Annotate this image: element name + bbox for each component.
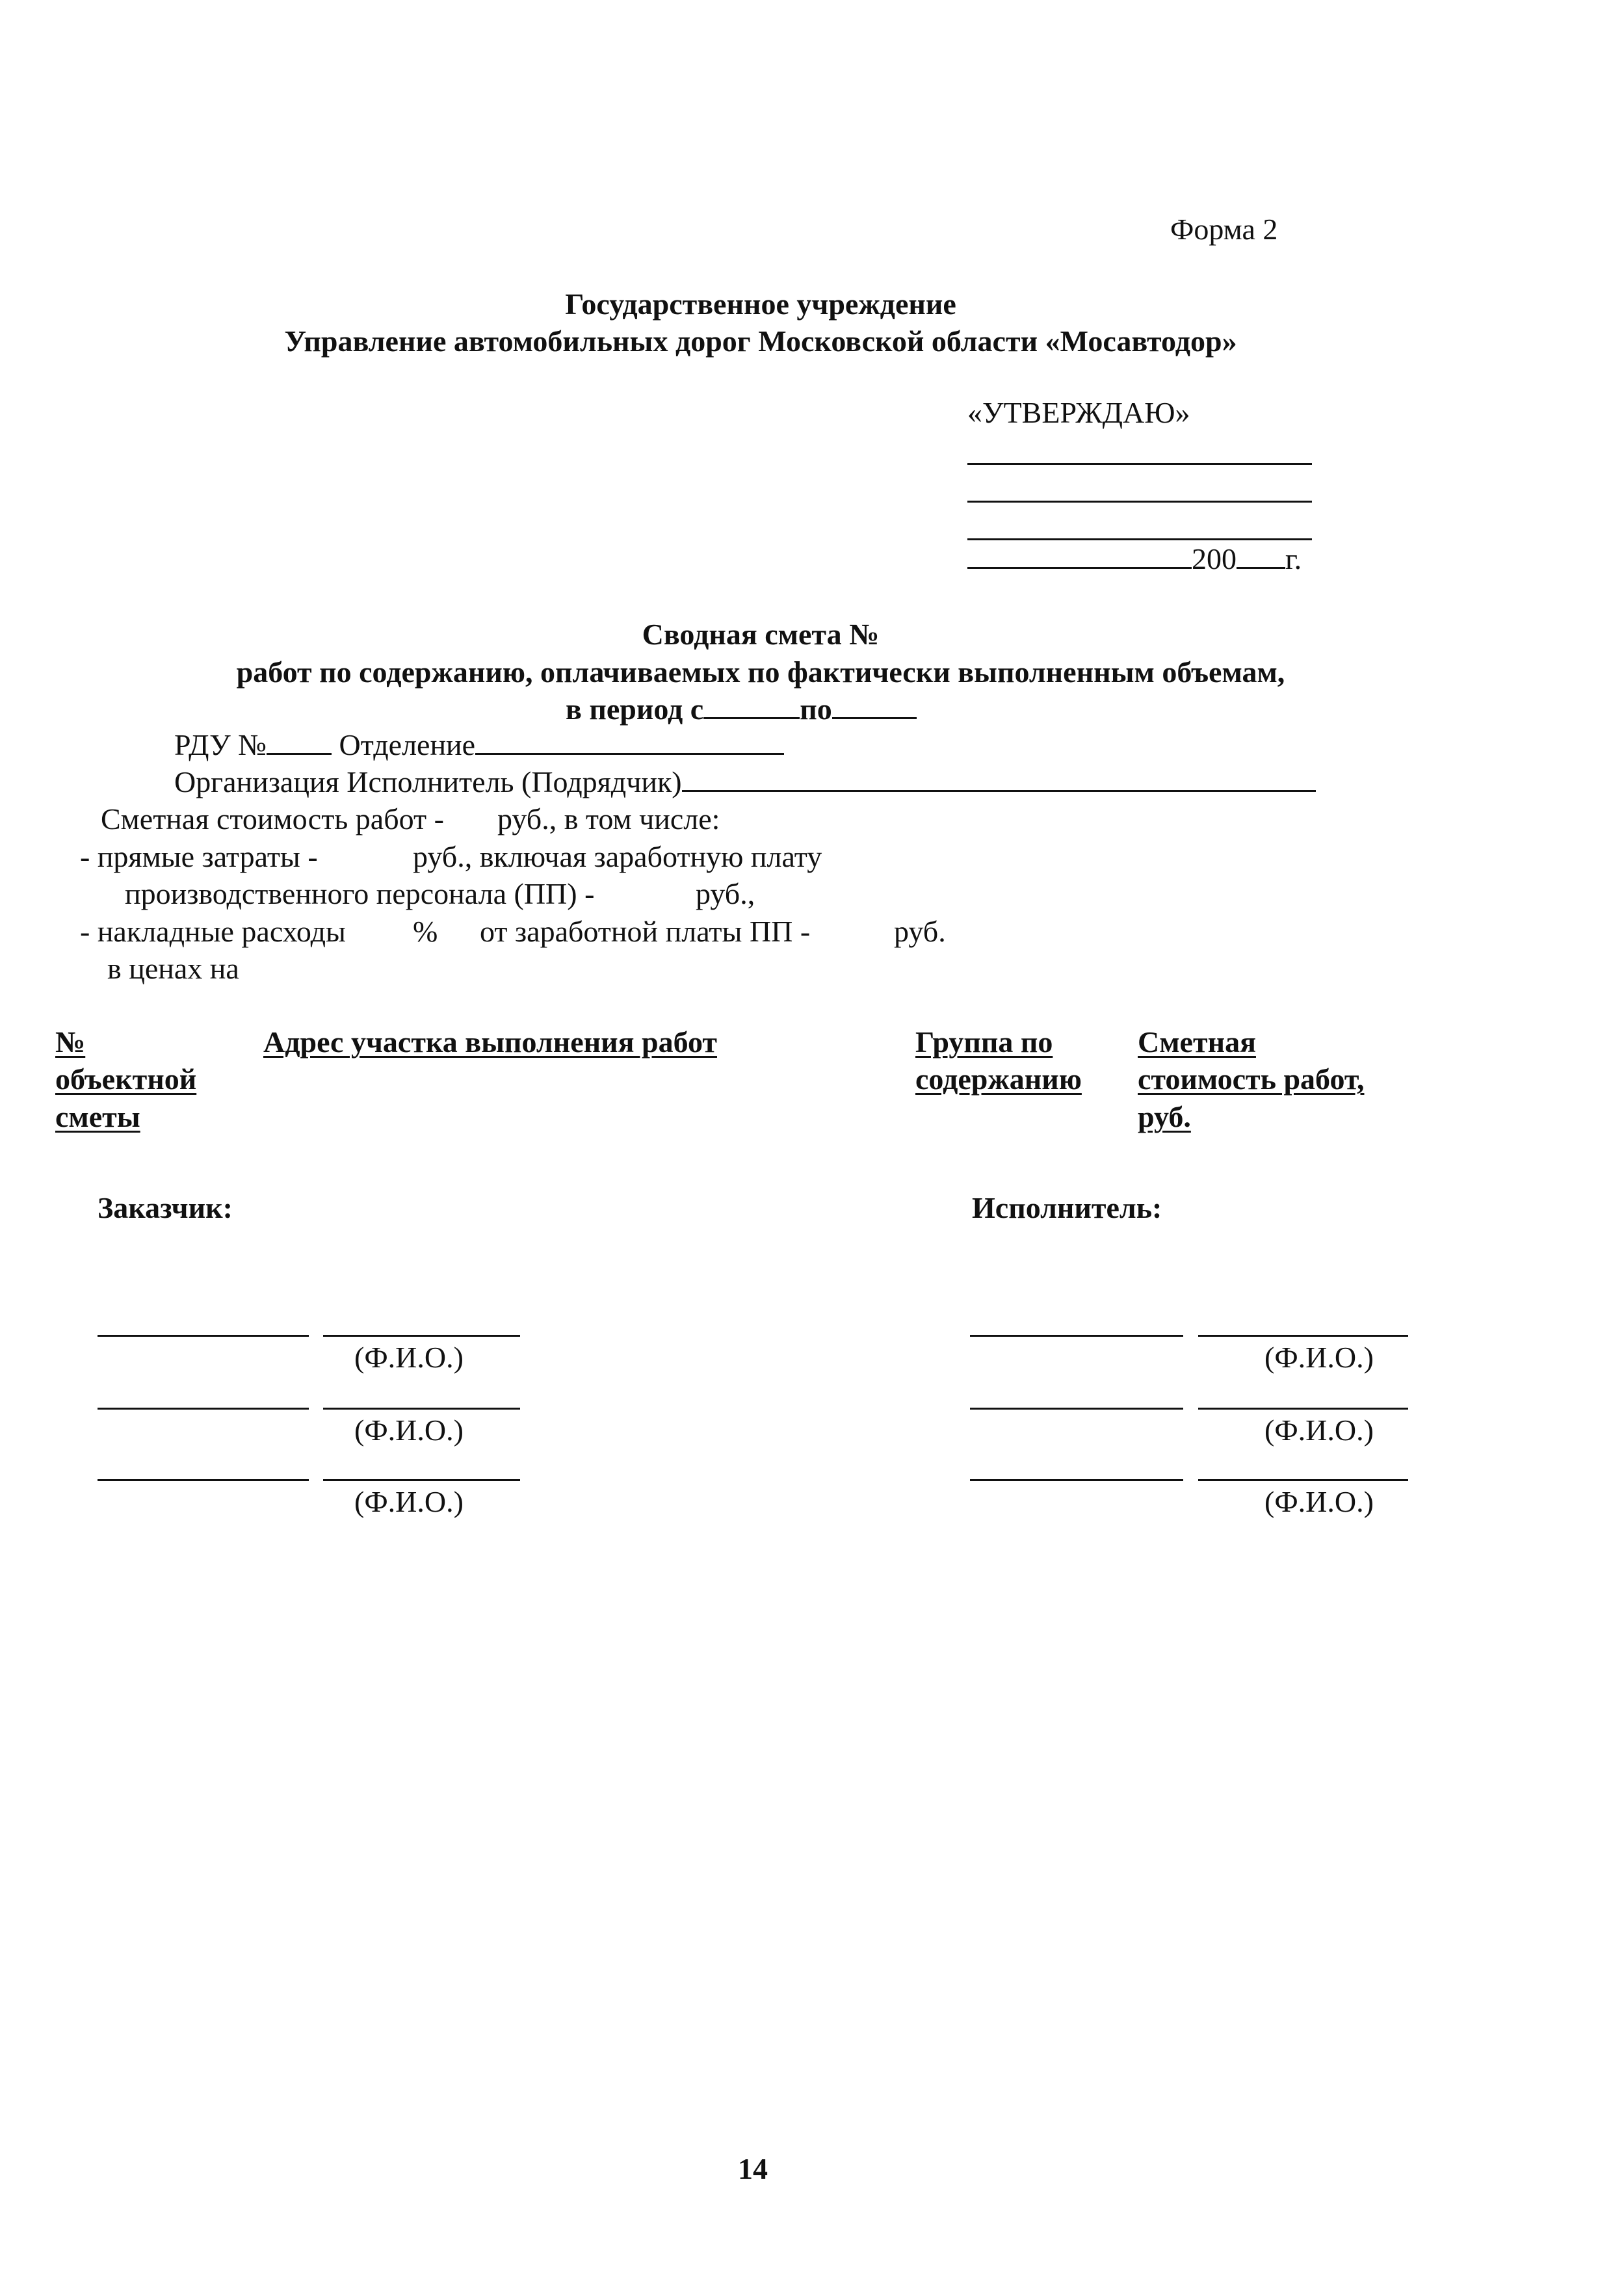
col1-line1: № [55,1025,86,1059]
col4-line1: Сметная [1138,1025,1256,1059]
customer-sign-line-1 [98,1335,309,1337]
executor-sign-line-3 [970,1479,1183,1481]
approve-year: 200 [1192,542,1237,575]
approve-label: «УТВЕРЖДАЮ» [967,396,1190,429]
overhead-c: руб. [894,915,946,948]
rdu-number-line [267,728,332,755]
approve-sign-line-2 [967,501,1312,503]
approve-date [967,541,1302,577]
org-line1: Государственное учреждение [565,287,956,321]
staff-a: производственного персонала (ПП) - [125,877,595,910]
executor-fio-2: (Ф.И.О.) [1264,1414,1374,1447]
col4-line2: стоимость работ, [1138,1062,1365,1096]
executor-fio-1: (Ф.И.О.) [1264,1341,1374,1374]
cost-b: руб., в том числе: [497,802,720,835]
period-prefix: в период с [566,692,704,726]
contractor-row [174,764,1316,800]
executor-sign-line-2 [970,1408,1183,1410]
estimate-title: Сводная смета № [642,618,880,651]
customer-sign-line-3 [98,1479,309,1481]
customer-sign-line-2 [98,1408,309,1410]
executor-name-line-2 [1198,1408,1408,1410]
customer-name-line-2 [323,1408,520,1410]
contractor-label: Организация Исполнитель (Подрядчик) [174,765,682,798]
executor-name-line-1 [1198,1335,1408,1337]
estimate-period [566,691,917,728]
cost-a: Сметная стоимость работ - [101,802,444,835]
customer-fio-3: (Ф.И.О.) [354,1485,464,1518]
department-label: Отделение [339,728,476,761]
rdu-label: РДУ № [174,728,267,761]
approve-year-line [1237,542,1285,569]
prices-label: в ценах на [107,952,239,985]
approve-sign-line-3 [967,538,1312,540]
approve-date-line [967,542,1192,569]
col1-line3: сметы [55,1100,140,1133]
customer-fio-2: (Ф.И.О.) [354,1414,464,1447]
overhead-pct: % [413,915,438,948]
executor-label: Исполнитель: [972,1191,1162,1224]
customer-name-line-3 [323,1479,520,1481]
period-mid: по [800,692,832,726]
estimate-subtitle: работ по содержанию, оплачиваемых по фактически выполненным объемам, [236,655,1285,689]
approve-sign-line-1 [967,463,1312,465]
customer-fio-1: (Ф.И.О.) [354,1341,464,1374]
customer-label: Заказчик: [98,1191,233,1224]
period-from-line [703,692,800,719]
executor-fio-3: (Ф.И.О.) [1264,1485,1374,1518]
col3-line1: Группа по [915,1025,1053,1059]
page-number: 14 [738,2152,768,2185]
org-line2: Управление автомобильных дорог Московской области «Мосавтодор» [284,324,1237,358]
customer-name-line-1 [323,1335,520,1337]
executor-sign-line-1 [970,1335,1183,1337]
staff-b: руб., [696,877,755,910]
rdu-row [174,727,784,763]
executor-name-line-3 [1198,1479,1408,1481]
form-label: Форма 2 [1170,213,1278,246]
direct-a: - прямые затраты - [80,840,318,873]
approve-year-suffix: г. [1285,542,1302,575]
period-to-line [832,692,917,719]
direct-b: руб., включая заработную плату [413,840,822,873]
col2-header: Адрес участка выполнения работ [263,1025,717,1059]
overhead-b: от заработной платы ПП - [480,915,811,948]
contractor-line [682,765,1316,792]
col1-line2: объектной [55,1062,197,1096]
col4-line3: руб. [1138,1100,1191,1133]
department-line [475,728,784,755]
overhead-a: - накладные расходы [80,915,346,948]
col3-line2: содержанию [915,1062,1082,1096]
